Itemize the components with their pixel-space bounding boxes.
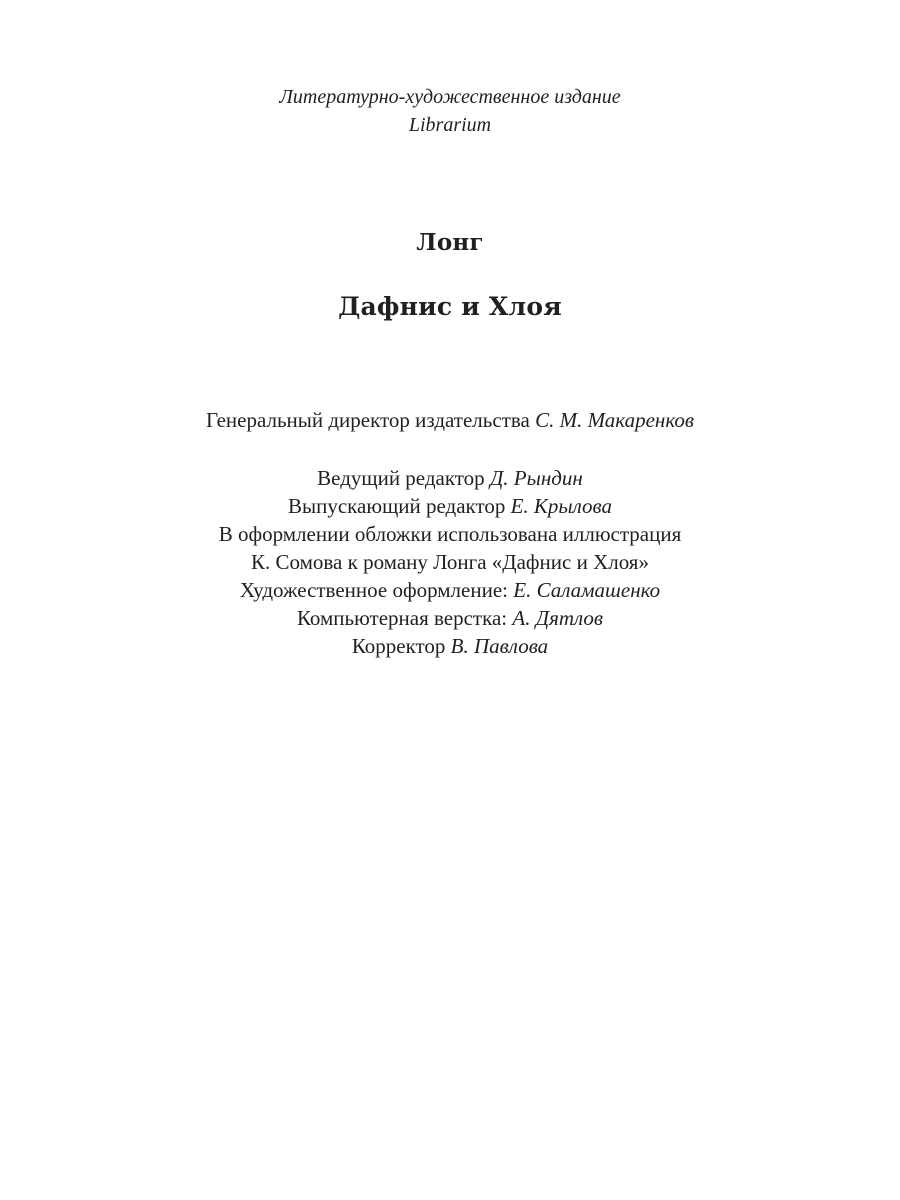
credit-person: Е. Саламашенко — [513, 578, 661, 602]
credit-role: Корректор — [351, 634, 451, 658]
series-label: Литературно-художественное издание — [279, 86, 621, 108]
credit-proofreader — [0, 634, 900, 659]
credit-release-editor — [0, 494, 900, 519]
credit-art-design — [0, 578, 900, 603]
credit-layout — [0, 606, 900, 631]
book-title: Дафнис и Хлоя — [338, 292, 562, 321]
credit-lead-editor — [0, 466, 900, 491]
credit-role: Генеральный директор издательства — [206, 408, 536, 432]
series-name: Librarium — [408, 114, 492, 136]
credit-person: Е. Крылова — [510, 494, 612, 518]
credit-person: В. Павлова — [450, 634, 549, 658]
credit-general-director — [0, 408, 900, 433]
credit-role: Компьютерная верстка: — [296, 606, 513, 630]
credit-role: Ведущий редактор — [317, 466, 490, 490]
credit-person: Д. Рындин — [489, 466, 583, 490]
credit-role: Выпускающий редактор — [288, 494, 511, 518]
credit-cover-illustration-line-1: В оформлении обложки использована иллюстрация — [218, 522, 682, 546]
credit-person: С. М. Макаренков — [535, 408, 694, 432]
credit-person: А. Дятлов — [512, 606, 604, 630]
credit-role: Художественное оформление: — [239, 578, 514, 602]
author-name: Лонг — [416, 229, 484, 256]
credit-cover-illustration-line-2: К. Сомова к роману Лонга «Дафнис и Хлоя» — [251, 550, 649, 574]
